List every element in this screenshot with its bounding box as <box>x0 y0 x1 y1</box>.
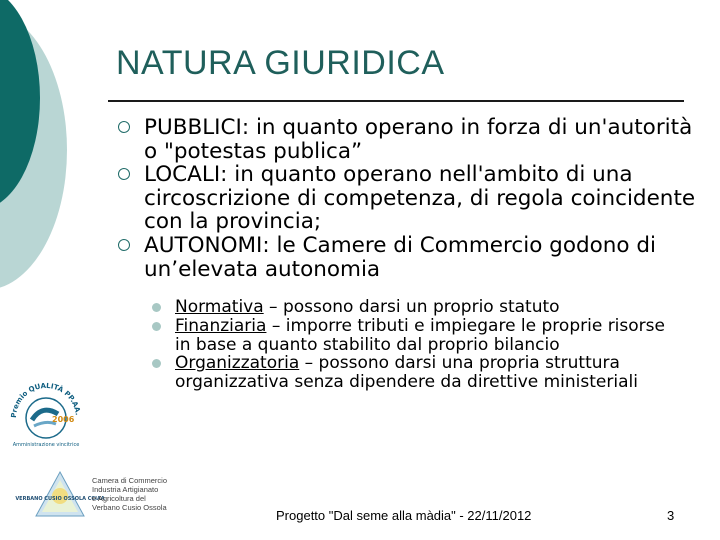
decorative-corner-shape <box>0 0 110 290</box>
bullet-text: AUTONOMI: le Camere di Commercio godono di un’elevata autonomia <box>144 232 657 282</box>
slide-footer: Progetto "Dal seme alla màdia" - 22/11/2012 <box>276 508 532 523</box>
camera-line: Verbano Cusio Ossola <box>92 503 167 512</box>
sub-bullet-text: – possono darsi un proprio statuto <box>263 297 560 317</box>
ring-bullet-icon <box>118 239 130 251</box>
sub-bullet-text: – possono darsi una propria struttura organizzativa senza dipendere da direttive ministeriali <box>175 353 638 393</box>
camera-commercio-logo <box>15 470 105 520</box>
sub-bullet-term: Finanziaria <box>175 315 267 336</box>
sub-bullet-item <box>150 317 670 355</box>
page-number: 3 <box>667 508 675 523</box>
sub-bullet-item <box>150 354 670 392</box>
ring-bullet-icon <box>118 121 130 133</box>
bullet-item <box>118 163 698 234</box>
dot-bullet-icon <box>152 359 161 368</box>
camera-line: Camera di Commercio <box>92 476 168 485</box>
sub-bullet-item <box>150 298 670 317</box>
bullet-item <box>118 116 698 163</box>
logo-year: 2006 <box>52 415 75 424</box>
sub-bullet-text: – imporre tributi e impiegare le proprie risorse in base a quanto stabilito dal proprio bilancio <box>175 315 665 355</box>
dot-bullet-icon <box>152 303 161 312</box>
bullet-item <box>118 234 698 281</box>
title-divider <box>108 100 684 102</box>
sub-bullet-term: Normativa <box>175 297 264 317</box>
dot-bullet-icon <box>152 322 161 331</box>
ring-bullet-icon <box>118 168 130 180</box>
slide-title: NATURA GIURIDICA <box>116 44 445 82</box>
premio-qualita-logo <box>4 374 88 458</box>
bullet-text: PUBBLICI: in quanto operano in forza di un'autorità o "potestas publica” <box>144 115 693 164</box>
sub-bullet-term: Organizzatoria <box>175 353 300 374</box>
sub-bullet-list <box>150 298 670 392</box>
logo-arc-text: Premio QUALITÀ PP.AA. <box>9 381 82 419</box>
logo-badge-text: VERBANO CUSIO OSSOLA CCIAA <box>15 496 105 502</box>
bullet-text: LOCALI: in quanto operano nell'ambito di una circoscrizione di competenza, di regola coincidente con la provincia; <box>144 162 696 235</box>
camera-line: Industria Artigianato <box>92 485 159 494</box>
logo-bottom-text: Amministrazione vincitrice <box>12 442 80 448</box>
camera-line: e Agricoltura del <box>92 494 146 503</box>
main-bullet-list <box>118 116 698 281</box>
camera-commercio-text <box>92 476 167 512</box>
